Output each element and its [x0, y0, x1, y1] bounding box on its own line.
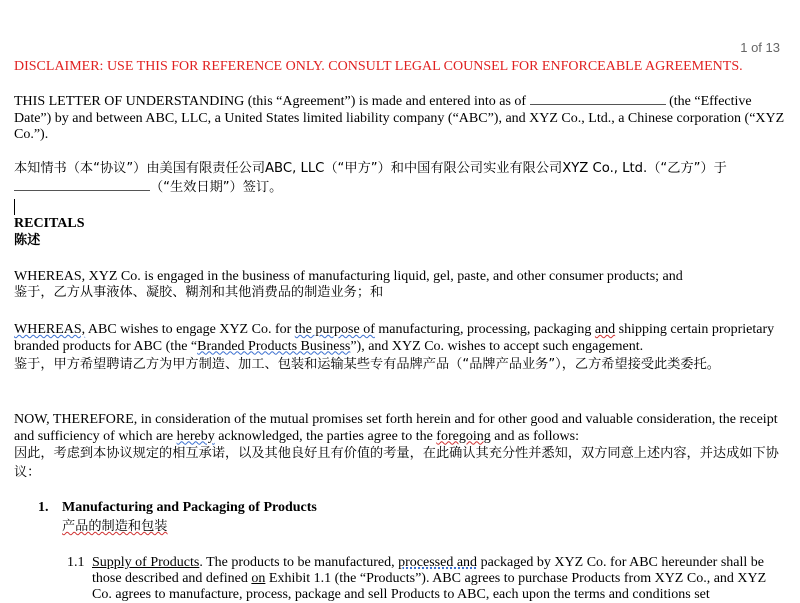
intro-paragraph-zh	[14, 159, 789, 197]
recitals-heading: RECITALS	[14, 216, 85, 231]
section-1-1-on: on	[251, 571, 266, 586]
now-therefore-foregoing: foregoing	[436, 428, 491, 444]
whereas-2-and: and	[594, 322, 616, 337]
now-therefore-text-a: NOW, THEREFORE, in consideration of the mutual promises set forth herein and for other good and valuable consideration, the receipt and sufficiency of which are	[14, 412, 778, 444]
intro-text-1: THIS LETTER OF UNDERSTANDING (this “Agreement”) is made and entered into as of	[14, 94, 527, 109]
whereas-2-text-b: manufacturing, processing, packaging	[374, 322, 595, 337]
whereas-2-text-a: ABC wishes to engage XYZ Co. for	[85, 322, 295, 337]
effective-date-blank[interactable]	[530, 93, 666, 105]
text-cursor	[14, 199, 15, 215]
section-1-1-number: 1.1	[67, 555, 85, 570]
whereas-2-en	[14, 322, 789, 355]
intro-zh-text-1: 本知情书（本“协议”）由美国有限责任公司ABC, LLC（“甲方”）和中国有限公司实业有限公司XYZ Co., Ltd.（“乙方”）于	[14, 161, 727, 176]
section-1-title-zh-text: 产品的制造和包装	[62, 519, 168, 534]
section-1-1-text-b: packaged by XYZ Co. for ABC hereunder shall be those described and defined	[92, 555, 764, 586]
section-1-1-text-a: . The products to be manufactured,	[199, 555, 399, 570]
whereas-2-branded: Branded Products Business	[197, 338, 351, 354]
whereas-2-purpose: the purpose of	[294, 322, 375, 337]
section-1-1-paragraph	[92, 555, 782, 603]
whereas-2-text-d: ”), and XYZ Co. wishes to accept such engagement.	[350, 338, 644, 354]
now-therefore-zh: 因此，考虑到本协议规定的相互承诺，以及其他良好且有价值的考量，在此确认其充分性并悉知，双方同意上述内容，并达成如下协议：	[14, 446, 779, 480]
section-1-title-zh	[62, 517, 168, 536]
recitals-heading-zh: 陈述	[14, 233, 41, 248]
section-1-1-processed: processed and	[398, 555, 478, 570]
intro-zh-text-2: （“生效日期”）签订。	[150, 180, 283, 195]
whereas-2-keyword: WHEREAS,	[14, 322, 86, 337]
whereas-2-zh: 鉴于，甲方希望聘请乙方为甲方制造、加工、包装和运输某些专有品牌产品（“品牌产品业务”），乙方希望接受此类委托。	[14, 357, 720, 372]
section-1-1-text-c: Exhibit 1.1 (the “Products”). ABC agrees to purchase Products from XYZ Co., and XYZ Co. agrees to manufacture, process, package and sell Products to ABC, each upon the terms and conditions set	[92, 571, 767, 602]
intro-paragraph-en	[14, 93, 789, 144]
disclaimer: DISCLAIMER: USE THIS FOR REFERENCE ONLY. CONSULT LEGAL COUNSEL FOR ENFORCEABLE AGREEMENTS.	[14, 59, 743, 74]
whereas-2-text-c: shipping certain proprietary branded products for ABC (the “	[14, 322, 775, 354]
whereas-1-en: WHEREAS, XYZ Co. is engaged in the business of manufacturing liquid, gel, paste, and other consumer products; and	[14, 269, 683, 284]
section-1-number: 1.	[38, 500, 49, 515]
now-therefore-text-b: acknowledged, the parties agree to the	[214, 428, 437, 444]
now-therefore-en	[14, 412, 789, 445]
now-therefore-hereby: hereby	[176, 428, 215, 444]
page-indicator: 1 of 13	[740, 40, 780, 55]
intro-text-2: (the “Effective Date”) by and between ABC, LLC, a United States limited liability company (“ABC”), and XYZ Co., Ltd., a Chinese corporation (“XYZ Co.”).	[14, 94, 785, 142]
section-1-1-title: Supply of Products	[92, 555, 200, 570]
now-therefore-text-c: and as follows:	[490, 428, 579, 444]
section-1-title: Manufacturing and Packaging of Products	[62, 500, 317, 515]
effective-date-blank-zh[interactable]	[14, 179, 150, 191]
whereas-1-zh: 鉴于，乙方从事液体、凝胶、糊剂和其他消费品的制造业务；和	[14, 285, 384, 300]
